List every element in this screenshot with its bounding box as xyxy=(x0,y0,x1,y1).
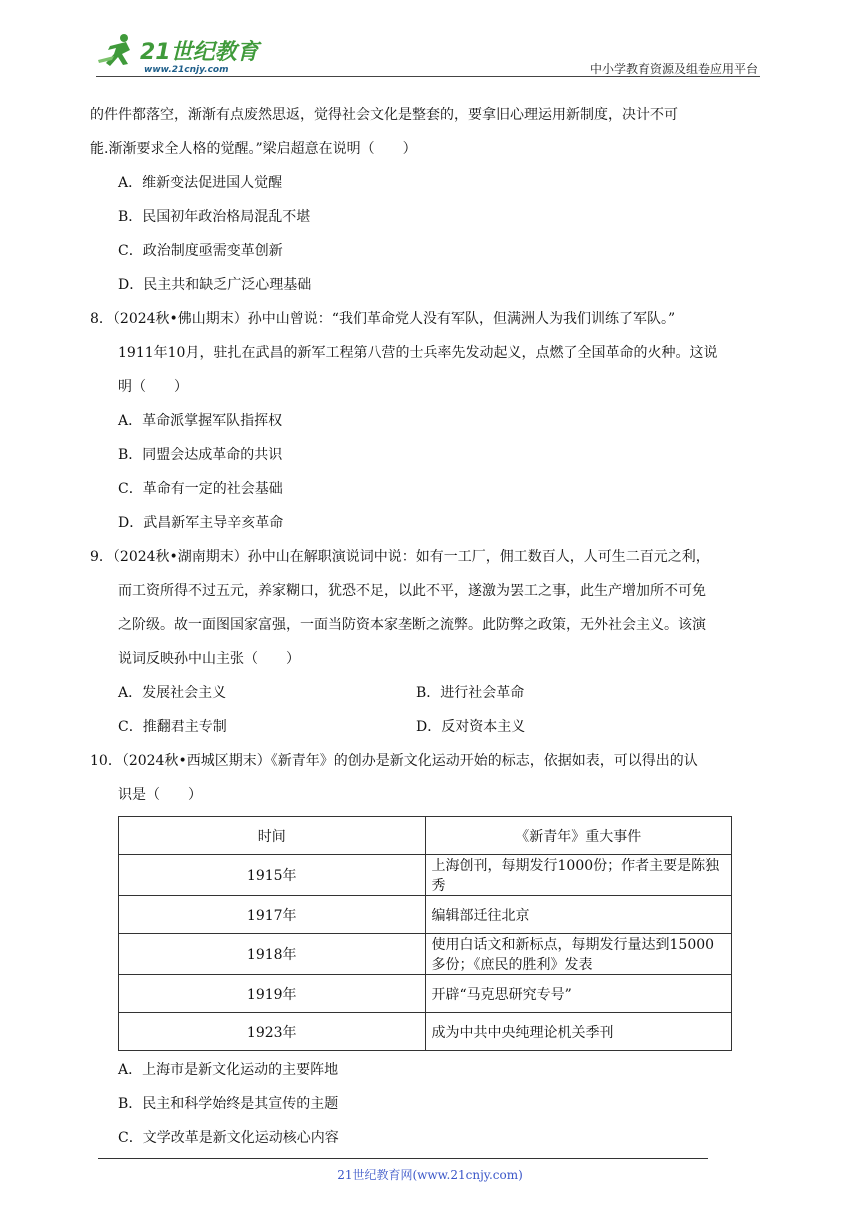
q9-option-a: A．发展社会主义 xyxy=(118,685,227,701)
footer-link[interactable]: 21世纪教育网(www.21cnjy.com) xyxy=(337,1168,523,1182)
q9-line-1: 9．（2024秋•湖南期末）孙中山在解职演说词中说：如有一工厂，佣工数百人，人可生二百元之利， xyxy=(90,549,710,565)
q9-options-row-1 xyxy=(90,676,770,710)
q7-option-a: A．维新变法促进国人觉醒 xyxy=(118,175,283,191)
table-cell-year: 1918年 xyxy=(119,934,426,975)
table-row xyxy=(119,934,732,975)
xinqingnian-events-table xyxy=(118,816,732,1051)
q8-line-2: 1911年10月，驻扎在武昌的新军工程第八营的士兵率先发动起义，点燃了全国革命的火种。这说 xyxy=(118,345,718,361)
q7-option-d: D．民主共和缺乏广泛心理基础 xyxy=(118,277,312,293)
footer-divider xyxy=(98,1158,708,1159)
logo-text: 21世纪教育 xyxy=(140,40,259,65)
page-header xyxy=(96,32,760,78)
q10-line-1: 10．（2024秋•西城区期末）《新青年》的创办是新文化运动开始的标志，依据如表，可以得出的认 xyxy=(90,753,698,769)
table-row xyxy=(119,1013,732,1051)
q10-line-2: 识是（ ） xyxy=(118,787,202,803)
q9-line-4: 说词反映孙中山主张（ ） xyxy=(118,651,300,667)
intro-line-1: 的件件都落空，渐渐有点废然思返，觉得社会文化是整套的，要拿旧心理运用新制度，决计不可 xyxy=(90,107,678,123)
q8-option-c: C．革命有一定的社会基础 xyxy=(118,481,283,497)
table-cell-event: 成为中共中央纯理论机关季刊 xyxy=(425,1013,732,1051)
q9-line-2: 而工资所得不过五元，养家糊口，犹恐不足，以此不平，遂激为罢工之事，此生产增加所不可免 xyxy=(118,583,706,599)
q8-line-3: 明（ ） xyxy=(118,379,188,395)
q7-option-c: C．政治制度亟需变革创新 xyxy=(118,243,283,259)
table-cell-year: 1915年 xyxy=(119,855,426,896)
platform-name: 中小学教育资源及组卷应用平台 xyxy=(589,62,758,76)
table-cell-event: 上海创刊，每期发行1000份；作者主要是陈独秀 xyxy=(425,855,732,896)
table-row xyxy=(119,855,732,896)
q8-option-a: A．革命派掌握军队指挥权 xyxy=(118,413,283,429)
table-row xyxy=(119,896,732,934)
logo-21cnjy xyxy=(96,32,266,76)
q9-options-row-2 xyxy=(90,710,770,744)
q8-option-b: B．同盟会达成革命的共识 xyxy=(118,447,283,463)
q8-line-1: 8．（2024秋•佛山期末）孙中山曾说：“我们革命党人没有军队，但满洲人为我们训练了军队。” xyxy=(90,311,676,327)
table-cell-year: 1917年 xyxy=(119,896,426,934)
intro-line-2: 能.渐渐要求全人格的觉醒。”梁启超意在说明（ ） xyxy=(90,141,417,157)
q7-option-b: B．民国初年政治格局混乱不堪 xyxy=(118,209,311,225)
table-cell-event: 使用白话文和新标点，每期发行量达到15000多份；《庶民的胜利》发表 xyxy=(425,934,732,975)
table-header-event: 《新青年》重大事件 xyxy=(425,817,732,855)
runner-icon xyxy=(98,34,130,66)
q9-option-c: C．推翻君主专制 xyxy=(118,719,227,735)
table-cell-year: 1919年 xyxy=(119,975,426,1013)
document-body xyxy=(90,98,770,1155)
q10-option-b: B．民主和科学始终是其宣传的主题 xyxy=(118,1096,339,1112)
q9-option-b: B．进行社会革命 xyxy=(416,685,525,701)
table-cell-event: 编辑部迁往北京 xyxy=(425,896,732,934)
table-header-row xyxy=(119,817,732,855)
q10-option-a: A．上海市是新文化运动的主要阵地 xyxy=(118,1062,339,1078)
header-divider xyxy=(96,76,760,77)
q9-line-3: 之阶级。故一面图国家富强，一面当防资本家垄断之流弊。此防弊之政策，无外社会主义。该演 xyxy=(118,617,706,633)
table-header-time: 时间 xyxy=(119,817,426,855)
table-cell-event: 开辟“马克思研究专号” xyxy=(425,975,732,1013)
logo-url: www.21cnjy.com xyxy=(144,65,229,75)
table-row xyxy=(119,975,732,1013)
q9-option-d: D．反对资本主义 xyxy=(416,719,526,735)
q10-option-c: C．文学改革是新文化运动核心内容 xyxy=(118,1130,339,1146)
q8-option-d: D．武昌新军主导辛亥革命 xyxy=(118,515,284,531)
table-cell-year: 1923年 xyxy=(119,1013,426,1051)
